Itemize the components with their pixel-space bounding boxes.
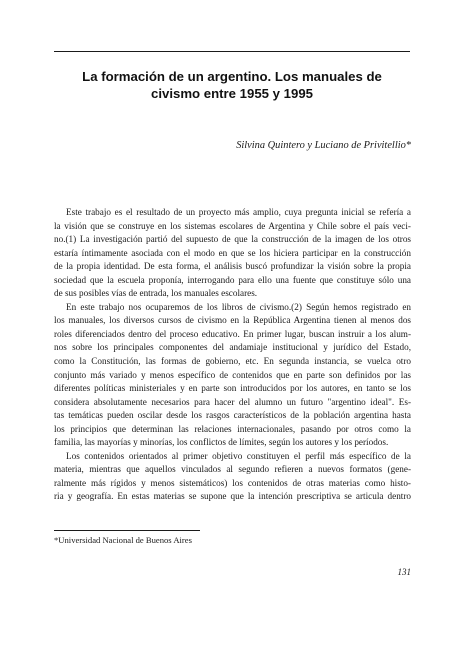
body-line: conjunto más variado y menos específico de contenidos que en parte son definidos por las xyxy=(54,369,411,380)
body-line: los manuales, los diversos cursos de civismo en la República Argentina tienen al menos dos xyxy=(54,315,411,326)
authors: Silvina Quintero y Luciano de Privitellio* xyxy=(236,140,411,151)
body-line: estaría íntimamente asociada con el modo en que se los hiciera participar en la construcción xyxy=(54,247,411,258)
body-line: ralmente más rígidos y menos sistemáticos) los contenidos de otras materias como histo- xyxy=(54,477,411,488)
body-line: los principios que determinan las relaciones internacionales, pasando por otros como la xyxy=(54,423,411,434)
footnote: *Universidad Nacional de Buenos Aires xyxy=(54,535,192,545)
body-line: En este trabajo nos ocuparemos de los libros de civismo.(2) Según hemos registrado en xyxy=(66,301,411,312)
body-line: sociedad que la escuela proponía, interrogando para ello una fuente que constituye sólo una xyxy=(54,274,411,285)
body-line: la visión que se construye en los sistemas escolares de Argentina y Chile sobre el país veci- xyxy=(54,220,411,231)
body-line: tas temáticas pueden oscilar desde los rasgos característicos de la población argentina hasta xyxy=(54,410,411,421)
top-rule xyxy=(54,51,410,52)
body-line: diferentes políticas ministeriales y en parte son introducidos por los autores, en tanto se los xyxy=(54,383,411,394)
body-line: Los contenidos orientados al primer objetivo constituyen el perfil más específico de la xyxy=(66,450,411,461)
body-line: materia, mientras que aquellos vinculados al segundo refieren a nuevos formatos (gene- xyxy=(54,464,411,475)
body-line: nos sobre los principales componentes del andamiaje institucional y jurídico del Estado, xyxy=(54,342,411,353)
body-line: roles diferenciados dentro del proceso educativo. En primer lugar, buscan instruir a los alum- xyxy=(54,328,411,339)
body-line: no.(1) La investigación partió del supuesto de que la construcción de la imagen de los otros xyxy=(54,234,411,245)
body-line: de sus posibles vías de entrada, los manuales escolares. xyxy=(54,288,258,299)
article-title xyxy=(54,68,410,102)
title-line-2: civismo entre 1955 y 1995 xyxy=(150,86,314,101)
body-line: ria y geografía. En estas materias se supone que la intención prescriptiva se articula dentro xyxy=(54,491,411,502)
body-line: familia, las mayorías y minorías, los conflictos de límites, según los autores y los períodos. xyxy=(54,437,389,448)
body-line: Este trabajo es el resultado de un proyecto más amplio, cuya pregunta inicial se refería a xyxy=(66,207,411,217)
page-number: 131 xyxy=(397,567,411,577)
body-line: considera absolutamente necesarios para hacer del alumno un futuro "argentino ideal". Es- xyxy=(54,396,411,407)
body-text xyxy=(54,206,411,504)
body-line: como la Constitución, las formas de gobierno, etc. En segunda instancia, se vuelca otro xyxy=(54,356,411,367)
title-line-1: La formación de un argentino. Los manuales de xyxy=(82,69,382,84)
body-line: de la propia identidad. De esta forma, el análisis buscó profundizar la visión sobre la propia xyxy=(54,261,411,272)
footnote-rule xyxy=(54,530,200,531)
